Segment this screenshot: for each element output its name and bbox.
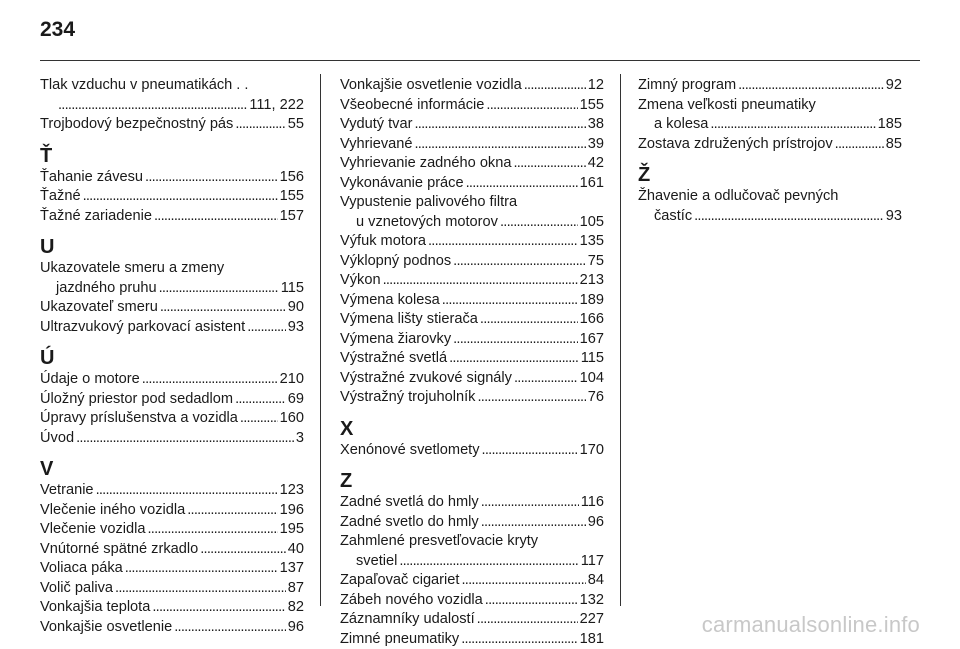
- entry-text: Výfuk motora: [340, 232, 426, 252]
- entry-text: Vonkajšia teplota: [40, 598, 150, 618]
- entry-text: Tlak vzduchu v pneumatikách . .: [40, 76, 248, 96]
- entry-text: Ukazovatele smeru a zmeny: [40, 259, 224, 279]
- entry-page-number[interactable]: 42: [588, 154, 604, 174]
- index-entry-line: [40, 259, 304, 279]
- entry-text: u vznetových motorov: [356, 213, 498, 233]
- dot-leader: [200, 540, 286, 560]
- entry-text: Vetranie: [40, 481, 94, 501]
- entry-text: Úložný priestor pod sedadlom: [40, 390, 233, 410]
- index-entry[interactable]: [40, 429, 304, 449]
- index-entry-line: [340, 135, 604, 155]
- entry-text: Zapaľovač cigariet: [340, 571, 459, 591]
- index-entry[interactable]: [340, 135, 604, 155]
- index-entry-line: [340, 532, 604, 552]
- index-entry-line: [340, 493, 604, 513]
- dot-leader: [414, 115, 585, 135]
- index-entry-line: [340, 96, 604, 116]
- index-entry[interactable]: [40, 598, 304, 618]
- index-entry-line: [40, 279, 304, 299]
- entry-page-number[interactable]: 115: [281, 279, 304, 299]
- entry-page-number[interactable]: 155: [580, 96, 604, 116]
- index-entry[interactable]: [638, 76, 902, 96]
- entry-page-number[interactable]: 69: [288, 390, 304, 410]
- dot-leader: [58, 96, 247, 116]
- dot-leader: [481, 493, 579, 513]
- entry-text: Údaje o motore: [40, 370, 140, 390]
- index-entry-line: [340, 271, 604, 291]
- entry-page-number[interactable]: 227: [580, 610, 604, 630]
- index-entry[interactable]: [40, 115, 304, 135]
- index-entry[interactable]: [340, 369, 604, 389]
- entry-text: svetiel: [356, 552, 397, 572]
- index-entry[interactable]: [340, 96, 604, 116]
- entry-page-number[interactable]: 39: [588, 135, 604, 155]
- entry-page-number[interactable]: 3: [296, 429, 304, 449]
- index-entry-line: [340, 174, 604, 194]
- entry-page-number[interactable]: 96: [288, 618, 304, 638]
- entry-page-number[interactable]: 111, 222: [249, 96, 304, 116]
- index-entry[interactable]: [340, 591, 604, 611]
- entry-page-number[interactable]: 87: [288, 579, 304, 599]
- dot-leader: [710, 115, 875, 135]
- index-entry[interactable]: [40, 259, 304, 298]
- index-entry-line: [40, 168, 304, 188]
- entry-page-number[interactable]: 195: [280, 520, 304, 540]
- index-entry[interactable]: [340, 513, 604, 533]
- entry-page-number[interactable]: 93: [288, 318, 304, 338]
- entry-text: Výklopný podnos: [340, 252, 451, 272]
- entry-text: Úpravy príslušenstva a vozidla: [40, 409, 238, 429]
- entry-page-number[interactable]: 157: [280, 207, 304, 227]
- index-entry-line: [40, 409, 304, 429]
- index-entry-line: [40, 618, 304, 638]
- entry-page-number[interactable]: 96: [588, 513, 604, 533]
- index-entry[interactable]: [340, 630, 604, 649]
- index-entry-line: [340, 513, 604, 533]
- index-letter-heading: Ž: [638, 164, 902, 186]
- index-entry[interactable]: [340, 232, 604, 252]
- entry-text: Vlečenie iného vozidla: [40, 501, 185, 521]
- entry-page-number[interactable]: 196: [280, 501, 304, 521]
- entry-text: Výmena kolesa: [340, 291, 440, 311]
- dot-leader: [154, 207, 278, 227]
- column-divider: [620, 74, 621, 606]
- entry-page-number[interactable]: 161: [580, 174, 604, 194]
- entry-page-number[interactable]: 75: [588, 252, 604, 272]
- entry-text: Ťažné zariadenie: [40, 207, 152, 227]
- index-entry[interactable]: [40, 481, 304, 501]
- entry-text: jazdného pruhu: [56, 279, 157, 299]
- dot-leader: [461, 630, 577, 649]
- dot-leader: [466, 174, 578, 194]
- dot-leader: [383, 271, 578, 291]
- entry-text: Vykonávanie práce: [340, 174, 464, 194]
- dot-leader: [240, 409, 278, 429]
- entry-text: Zimné pneumatiky: [340, 630, 459, 649]
- entry-text: Zahmlené presvetľovacie kryty: [340, 532, 538, 552]
- index-entry[interactable]: [638, 96, 902, 135]
- entry-page-number[interactable]: 117: [581, 552, 604, 572]
- entry-page-number[interactable]: 185: [878, 115, 902, 135]
- index-entry[interactable]: [340, 571, 604, 591]
- entry-text: Všeobecné informácie: [340, 96, 484, 116]
- entry-page-number[interactable]: 38: [588, 115, 604, 135]
- index-entry[interactable]: [340, 532, 604, 571]
- entry-page-number[interactable]: 116: [581, 493, 604, 513]
- index-letter-heading: X: [340, 418, 604, 440]
- dot-leader: [76, 429, 294, 449]
- entry-text: Voliaca páka: [40, 559, 123, 579]
- index-entry[interactable]: [40, 579, 304, 599]
- index-column-1: [40, 76, 304, 637]
- index-entry-line: [638, 115, 902, 135]
- entry-text: Zadné svetlá do hmly: [340, 493, 479, 513]
- index-entry-line: [40, 579, 304, 599]
- entry-page-number[interactable]: 166: [580, 310, 604, 330]
- entry-page-number[interactable]: 167: [580, 330, 604, 350]
- entry-page-number[interactable]: 104: [580, 369, 604, 389]
- entry-page-number[interactable]: 123: [280, 481, 304, 501]
- entry-text: a kolesa: [654, 115, 708, 135]
- index-entry[interactable]: [40, 298, 304, 318]
- page-number: 234: [40, 18, 75, 42]
- index-entry-line: [340, 154, 604, 174]
- index-entry-line: [40, 598, 304, 618]
- index-entry[interactable]: [40, 501, 304, 521]
- entry-text: Výmena žiarovky: [340, 330, 451, 350]
- index-entry-line: [40, 501, 304, 521]
- dot-leader: [187, 501, 277, 521]
- index-entry-line: [340, 591, 604, 611]
- dot-leader: [482, 441, 578, 461]
- index-entry[interactable]: [340, 349, 604, 369]
- entry-page-number[interactable]: 170: [580, 441, 604, 461]
- index-entry[interactable]: [40, 318, 304, 338]
- dot-leader: [835, 135, 884, 155]
- dot-leader: [486, 96, 577, 116]
- index-letter-heading: Ú: [40, 347, 304, 369]
- entry-page-number[interactable]: 82: [288, 598, 304, 618]
- entry-page-number[interactable]: 76: [588, 388, 604, 408]
- index-entry[interactable]: [40, 370, 304, 390]
- index-entry[interactable]: [638, 187, 902, 226]
- entry-text: Vlečenie vozidla: [40, 520, 145, 540]
- dot-leader: [481, 513, 586, 533]
- index-column-3: [638, 76, 902, 226]
- dot-leader: [453, 252, 586, 272]
- entry-text: Výstražné zvukové signály: [340, 369, 512, 389]
- dot-leader: [738, 76, 884, 96]
- entry-page-number[interactable]: 135: [580, 232, 604, 252]
- index-entry[interactable]: [340, 174, 604, 194]
- index-entry-line: [40, 187, 304, 207]
- entry-text: Výstražný trojuholník: [340, 388, 475, 408]
- entry-text: Ťažné: [40, 187, 81, 207]
- entry-text: častíc: [654, 207, 692, 227]
- dot-leader: [694, 207, 884, 227]
- dot-leader: [514, 369, 578, 389]
- entry-text: Vonkajšie osvetlenie vozidla: [340, 76, 522, 96]
- dot-leader: [453, 330, 578, 350]
- entry-page-number[interactable]: 85: [886, 135, 902, 155]
- index-entry-line: [340, 388, 604, 408]
- entry-text: Úvod: [40, 429, 74, 449]
- index-letter-heading: V: [40, 458, 304, 480]
- index-entry-line: [340, 369, 604, 389]
- entry-page-number[interactable]: 160: [280, 409, 304, 429]
- index-entry-line: [40, 115, 304, 135]
- dot-leader: [477, 610, 578, 630]
- index-entry[interactable]: [40, 520, 304, 540]
- index-entry[interactable]: [340, 154, 604, 174]
- index-letter-heading: U: [40, 236, 304, 258]
- index-entry-line: [340, 193, 604, 213]
- entry-text: Zmena veľkosti pneumatiky: [638, 96, 816, 116]
- index-entry[interactable]: [340, 441, 604, 461]
- index-entry-line: [40, 298, 304, 318]
- index-column-2: [340, 76, 604, 649]
- dot-leader: [442, 291, 578, 311]
- dot-leader: [428, 232, 578, 252]
- entry-text: Xenónové svetlomety: [340, 441, 480, 461]
- entry-page-number[interactable]: 55: [288, 115, 304, 135]
- dot-leader: [480, 310, 578, 330]
- dot-leader: [399, 552, 578, 572]
- index-entry[interactable]: [40, 76, 304, 115]
- index-entry-line: [40, 370, 304, 390]
- index-entry[interactable]: [340, 271, 604, 291]
- index-entry[interactable]: [340, 310, 604, 330]
- dot-leader: [96, 481, 278, 501]
- index-entry[interactable]: [340, 291, 604, 311]
- index-entry[interactable]: [340, 330, 604, 350]
- index-entry-line: [40, 390, 304, 410]
- entry-text: Vydutý tvar: [340, 115, 412, 135]
- index-entry-line: [340, 441, 604, 461]
- index-entry-line: [638, 76, 902, 96]
- entry-page-number[interactable]: 137: [280, 559, 304, 579]
- entry-text: Volič paliva: [40, 579, 113, 599]
- index-entry[interactable]: [340, 252, 604, 272]
- entry-page-number[interactable]: 93: [886, 207, 902, 227]
- entry-text: Vyhrievané: [340, 135, 412, 155]
- index-entry[interactable]: [340, 76, 604, 96]
- entry-page-number[interactable]: 213: [580, 271, 604, 291]
- index-entry-line: [40, 96, 304, 116]
- entry-text: Žhavenie a odlučovač pevných: [638, 187, 838, 207]
- entry-page-number[interactable]: 132: [580, 591, 604, 611]
- index-letter-heading: Ť: [40, 145, 304, 167]
- entry-page-number[interactable]: 12: [588, 76, 604, 96]
- header-rule: [40, 60, 920, 61]
- dot-leader: [524, 76, 586, 96]
- dot-leader: [461, 571, 585, 591]
- entry-page-number[interactable]: 90: [288, 298, 304, 318]
- index-entry-line: [638, 135, 902, 155]
- dot-leader: [174, 618, 286, 638]
- index-entry[interactable]: [340, 388, 604, 408]
- entry-text: Výstražné svetlá: [340, 349, 447, 369]
- dot-leader: [83, 187, 278, 207]
- index-entry-line: [340, 252, 604, 272]
- dot-leader: [414, 135, 585, 155]
- index-entry-line: [638, 187, 902, 207]
- entry-text: Výkon: [340, 271, 381, 291]
- index-entry-line: [340, 610, 604, 630]
- entry-text: Zábeh nového vozidla: [340, 591, 483, 611]
- entry-text: Ukazovateľ smeru: [40, 298, 158, 318]
- index-entry[interactable]: [40, 409, 304, 429]
- dot-leader: [152, 598, 285, 618]
- dot-leader: [513, 154, 585, 174]
- entry-text: Vnútorné spätné zrkadlo: [40, 540, 198, 560]
- entry-text: Trojbodový bezpečnostný pás: [40, 115, 233, 135]
- index-entry-line: [40, 481, 304, 501]
- index-entry[interactable]: [40, 618, 304, 638]
- entry-text: Ultrazvukový parkovací asistent: [40, 318, 245, 338]
- index-letter-heading: Z: [340, 470, 604, 492]
- index-entry[interactable]: [40, 168, 304, 188]
- entry-text: Ťahanie závesu: [40, 168, 143, 188]
- dot-leader: [160, 298, 286, 318]
- index-entry-line: [40, 540, 304, 560]
- entry-page-number[interactable]: 181: [580, 630, 604, 649]
- index-entry-line: [340, 232, 604, 252]
- index-entry-line: [340, 115, 604, 135]
- dot-leader: [125, 559, 278, 579]
- dot-leader: [235, 390, 286, 410]
- entry-page-number[interactable]: 115: [581, 349, 604, 369]
- index-entry-line: [40, 429, 304, 449]
- entry-page-number[interactable]: 189: [580, 291, 604, 311]
- entry-page-number[interactable]: 210: [280, 370, 304, 390]
- entry-page-number[interactable]: 155: [280, 187, 304, 207]
- dot-leader: [145, 168, 278, 188]
- index-entry-line: [40, 76, 304, 96]
- index-entry[interactable]: [340, 493, 604, 513]
- entry-text: Zimný program: [638, 76, 736, 96]
- entry-page-number[interactable]: 105: [580, 213, 604, 233]
- index-entry-line: [340, 291, 604, 311]
- dot-leader: [142, 370, 278, 390]
- entry-text: Vypustenie palivového filtra: [340, 193, 517, 213]
- dot-leader: [449, 349, 579, 369]
- dot-leader: [147, 520, 277, 540]
- index-entry-line: [340, 630, 604, 649]
- column-divider: [320, 74, 321, 606]
- index-entry-line: [40, 207, 304, 227]
- index-entry[interactable]: [638, 135, 902, 155]
- dot-leader: [115, 579, 286, 599]
- index-entry-line: [638, 207, 902, 227]
- index-entry-line: [638, 96, 902, 116]
- index-entry[interactable]: [40, 390, 304, 410]
- entry-page-number[interactable]: 156: [280, 168, 304, 188]
- entry-text: Vonkajšie osvetlenie: [40, 618, 172, 638]
- index-entry-line: [340, 349, 604, 369]
- entry-page-number[interactable]: 84: [588, 571, 604, 591]
- dot-leader: [247, 318, 286, 338]
- entry-page-number[interactable]: 40: [288, 540, 304, 560]
- entry-text: Zostava združených prístrojov: [638, 135, 833, 155]
- entry-text: Záznamníky udalostí: [340, 610, 475, 630]
- index-entry[interactable]: [340, 610, 604, 630]
- dot-leader: [500, 213, 578, 233]
- index-entry[interactable]: [40, 559, 304, 579]
- index-entry-line: [340, 310, 604, 330]
- entry-text: Zadné svetlo do hmly: [340, 513, 479, 533]
- index-entry-line: [340, 552, 604, 572]
- index-entry[interactable]: [40, 187, 304, 207]
- entry-text: Výmena lišty stierača: [340, 310, 478, 330]
- index-entry-line: [340, 571, 604, 591]
- index-entry-line: [40, 318, 304, 338]
- index-entry[interactable]: [40, 540, 304, 560]
- dot-leader: [477, 388, 585, 408]
- index-entry-line: [40, 520, 304, 540]
- index-entry-line: [340, 213, 604, 233]
- index-entry-line: [340, 76, 604, 96]
- watermark: carmanualsonline.info: [702, 612, 920, 638]
- entry-page-number[interactable]: 92: [886, 76, 902, 96]
- index-entry[interactable]: [340, 193, 604, 232]
- dot-leader: [485, 591, 578, 611]
- index-entry-line: [40, 559, 304, 579]
- index-entry-line: [340, 330, 604, 350]
- index-entry[interactable]: [40, 207, 304, 227]
- entry-text: Vyhrievanie zadného okna: [340, 154, 511, 174]
- dot-leader: [159, 279, 279, 299]
- dot-leader: [235, 115, 285, 135]
- index-entry[interactable]: [340, 115, 604, 135]
